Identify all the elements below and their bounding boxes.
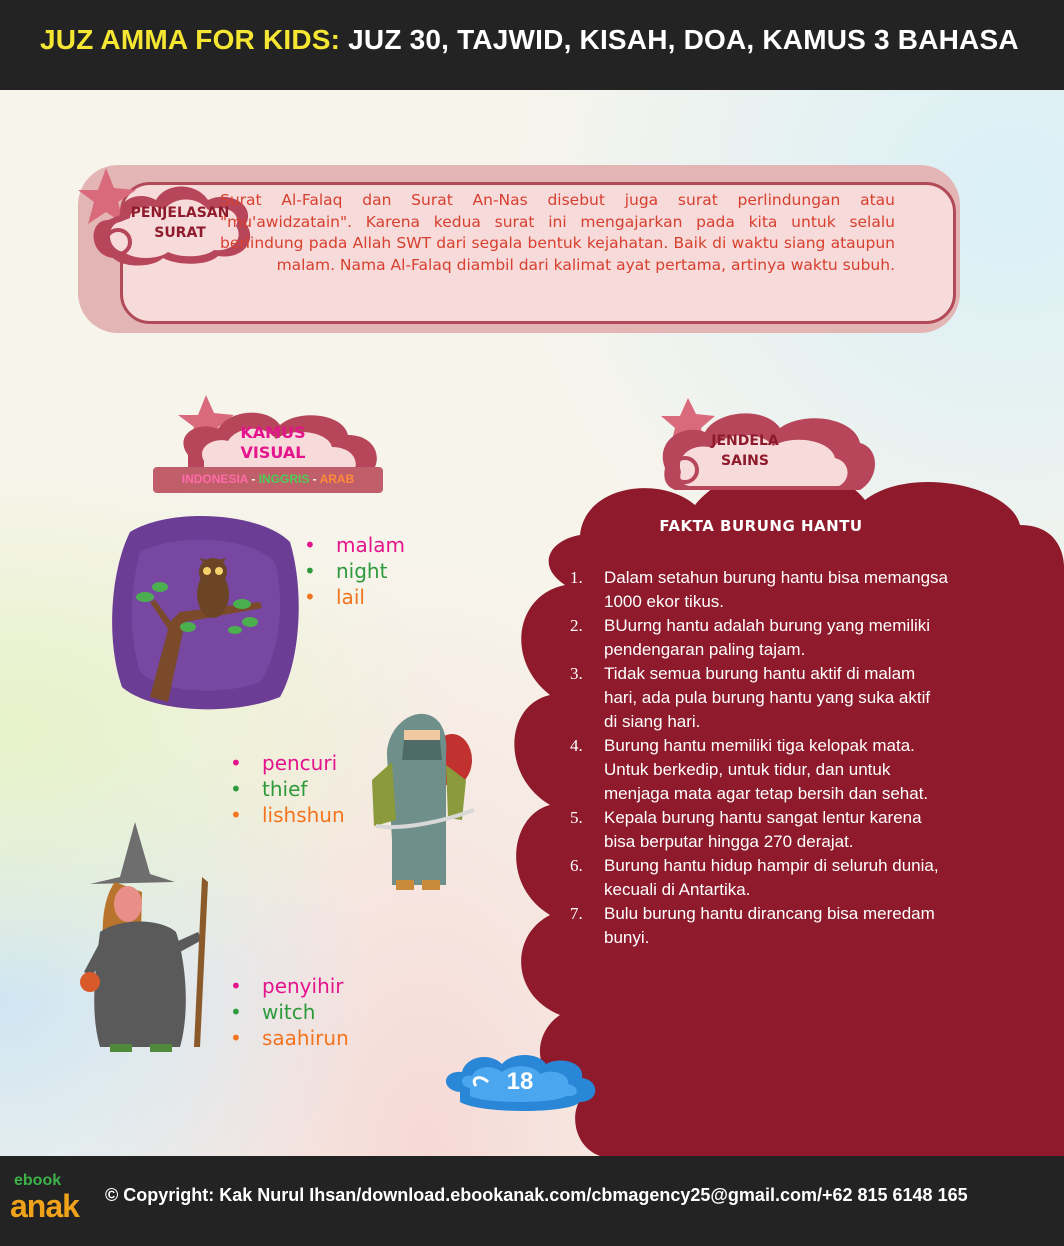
header-bar xyxy=(0,0,1064,90)
penjelasan-badge-line2: SURAT xyxy=(154,225,206,241)
logo-bottom-text: anak xyxy=(10,1188,79,1224)
fact-number: 4. xyxy=(570,736,583,755)
book-title xyxy=(40,24,1019,56)
logo-top-text: ebook xyxy=(14,1172,62,1189)
vocab-arabic: • saahirun xyxy=(230,1025,349,1051)
page-number: 18 xyxy=(506,1068,534,1095)
fact-number: 3. xyxy=(570,664,583,683)
fact-number: 7. xyxy=(570,904,583,923)
vocab-arabic: • lail xyxy=(304,584,405,610)
fact-item xyxy=(568,614,948,662)
kamus-badge-line2: VISUAL xyxy=(240,443,306,462)
vocab-english: • thief xyxy=(230,776,345,802)
copyright-text: © Copyright: Kak Nurul Ihsan/download.ebookanak.com/cbmagency25@gmail.com/+62 815 6148 165 xyxy=(105,1185,968,1205)
fact-item xyxy=(568,566,948,614)
fact-text: Burung hantu hidup hampir di seluruh dunia, kecuali di Antartika. xyxy=(604,856,939,899)
fact-item xyxy=(568,662,948,734)
vocab-witch xyxy=(230,973,349,1051)
thief-illustration xyxy=(362,700,482,900)
fact-number: 6. xyxy=(570,856,583,875)
ribbon-separator: - xyxy=(248,472,259,486)
vocab-indonesia: • penyihir xyxy=(230,973,349,999)
fact-text: Dalam setahun burung hantu bisa memangsa 1000 ekor tikus. xyxy=(604,568,948,611)
fact-title: FAKTA BURUNG HANTU xyxy=(659,517,863,535)
ebookanak-logo xyxy=(10,1172,98,1232)
ribbon-separator: - xyxy=(309,472,320,486)
vocab-indonesia: • malam xyxy=(304,532,405,558)
fact-item xyxy=(568,806,948,854)
sains-badge-line1: JENDELA xyxy=(711,433,779,449)
fact-number: 2. xyxy=(570,616,583,635)
fact-text: Burung hantu memiliki tiga kelopak mata. Untuk berkedip, untuk tidur, dan untuk menjaga mata agar tetap bersih dan sehat. xyxy=(604,736,929,803)
fact-text: Bulu burung hantu dirancang bisa meredam bunyi. xyxy=(604,904,935,947)
sains-badge-line2: SAINS xyxy=(721,453,769,469)
book-title-highlight: JUZ AMMA FOR KIDS: xyxy=(40,24,341,55)
sains-badge-label xyxy=(690,431,800,471)
fact-text: BUurng hantu adalah burung yang memiliki pendengaran paling tajam. xyxy=(604,616,931,659)
fact-item xyxy=(568,854,948,902)
fact-text: Tidak semua burung hantu aktif di malam hari, ada pula burung hantu yang suka aktif di siang hari. xyxy=(604,664,931,731)
fact-item xyxy=(568,902,948,950)
ribbon-inggris: INGGRIS xyxy=(258,472,310,486)
kamus-badge-label xyxy=(208,423,338,463)
footer-bar xyxy=(0,1156,1064,1246)
fact-list xyxy=(568,566,948,950)
ribbon-arab: ARAB xyxy=(319,472,355,486)
explanation-text: Surat Al-Falaq dan Surat An-Nas disebut juga surat perlindungan atau "mu'awidzatain". Karena kedua surat ini mengajarkan pada kita untuk selalu berlindung pada Allah SWT dari segala bentuk kejahatan. Baik di waktu siang ataupun malam. Nama Al-Falaq diambil dari kalimat ayat pertama, artinya waktu subuh. xyxy=(220,191,895,274)
penjelasan-badge-line1: PENJELASAN xyxy=(130,205,230,221)
vocab-arabic: • lishshun xyxy=(230,802,345,828)
book-title-rest: JUZ 30, TAJWID, KISAH, DOA, KAMUS 3 BAHASA xyxy=(340,24,1019,55)
night-owl-illustration xyxy=(110,512,300,712)
witch-illustration xyxy=(80,822,230,1054)
ribbon-indonesia: INDONESIA xyxy=(181,472,248,486)
vocab-english: • night xyxy=(304,558,405,584)
vocab-thief xyxy=(230,750,345,828)
fact-number: 1. xyxy=(570,568,583,587)
kamus-badge-line1: KAMUS xyxy=(240,423,306,442)
vocab-english: • witch xyxy=(230,999,349,1025)
fact-item xyxy=(568,734,948,806)
vocab-indonesia: • pencuri xyxy=(230,750,345,776)
language-ribbon-text xyxy=(153,472,383,486)
vocab-night xyxy=(304,532,405,610)
fact-text: Kepala burung hantu sangat lentur karena bisa berputar hingga 270 derajat. xyxy=(604,808,922,851)
fact-number: 5. xyxy=(570,808,583,827)
